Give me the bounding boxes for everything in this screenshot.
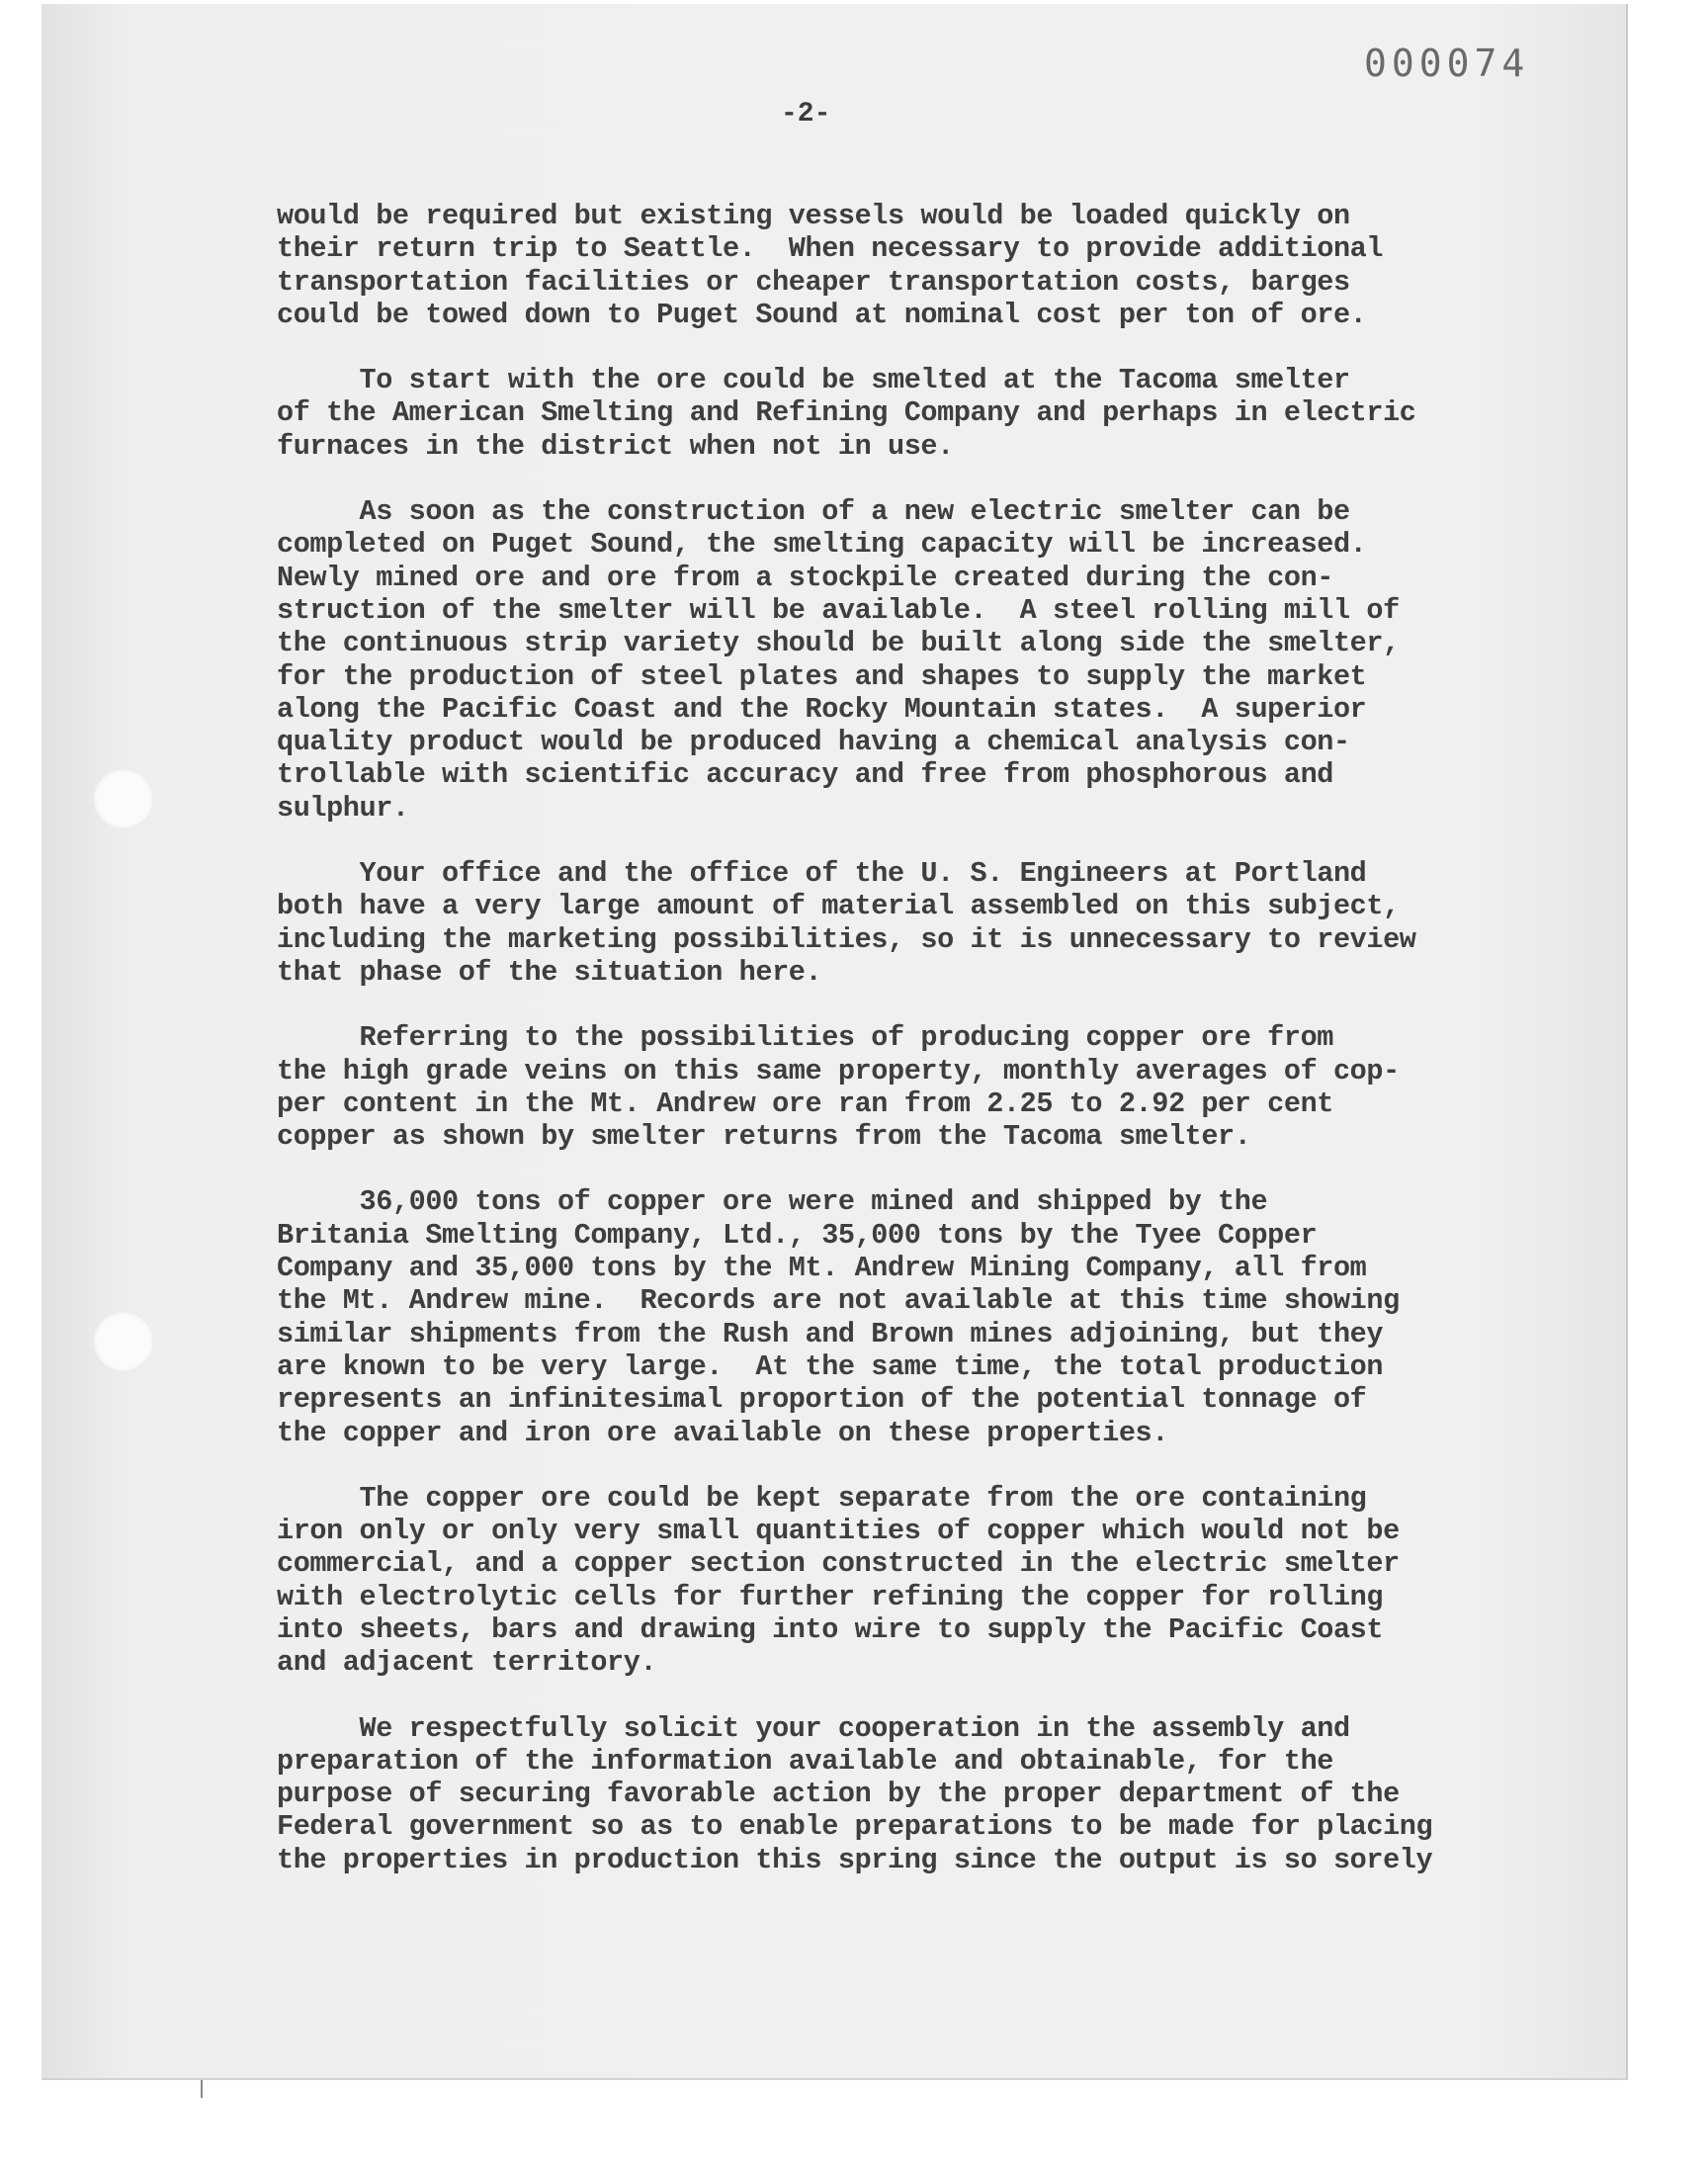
text-line: of the American Smelting and Refining Company and perhaps in electric <box>277 396 1416 430</box>
text-line: Newly mined ore and ore from a stockpile created during the con- <box>277 561 1333 594</box>
paragraph <box>277 200 1443 331</box>
text-line: with electrolytic cells for further refining the copper for rolling <box>277 1580 1384 1613</box>
text-line: per content in the Mt. Andrew ore ran from 2.25 to 2.92 per cent <box>277 1087 1333 1120</box>
text-line: both have a very large amount of material assembled on this subject, <box>277 890 1400 923</box>
text-line: are known to be very large. At the same time, the total production <box>277 1349 1384 1383</box>
text-line: preparation of the information available and obtainable, for the <box>277 1744 1333 1778</box>
text-line: similar shipments from the Rush and Brown mines adjoining, but they <box>277 1317 1384 1350</box>
paragraph <box>277 495 1443 825</box>
text-line: along the Pacific Coast and the Rocky Mountain states. A superior <box>277 692 1367 726</box>
text-line: the Mt. Andrew mine. Records are not available at this time showing <box>277 1284 1400 1318</box>
text-line: Company and 35,000 tons by the Mt. Andrew Mining Company, all from <box>277 1252 1367 1285</box>
text-line: As soon as the construction of a new electric smelter can be <box>277 495 1350 529</box>
scan-edge-mark <box>201 2080 203 2098</box>
text-line: Referring to the possibilities of producing copper ore from <box>277 1021 1333 1055</box>
text-line: struction of the smelter will be available. A steel rolling mill of <box>277 593 1400 627</box>
text-line: represents an infinitesimal proportion of the potential tonnage of <box>277 1383 1367 1417</box>
paragraph <box>277 1482 1443 1680</box>
punch-hole-upper <box>93 768 154 829</box>
text-line: We respectfully solicit your cooperation in the assembly and <box>277 1711 1350 1745</box>
text-line: the continuous strip variety should be built along side the smelter, <box>277 627 1400 660</box>
text-line: completed on Puget Sound, the smelting capacity will be increased. <box>277 528 1367 562</box>
text-line: the copper and iron ore available on these properties. <box>277 1416 1168 1449</box>
text-line: furnaces in the district when not in use. <box>277 429 954 463</box>
text-line: transportation facilities or cheaper transportation costs, barges <box>277 265 1350 299</box>
paragraph <box>277 364 1443 463</box>
text-line: To start with the ore could be smelted at the Tacoma smelter <box>277 364 1350 397</box>
text-line: iron only or only very small quantities of copper which would not be <box>277 1515 1400 1548</box>
text-line: into sheets, bars and drawing into wire to supply the Pacific Coast <box>277 1612 1384 1646</box>
document-stamp-number: 000074 <box>1364 42 1530 85</box>
text-line: that phase of the situation here. <box>277 955 822 989</box>
text-line: Britania Smelting Company, Ltd., 35,000 tons by the Tyee Copper <box>277 1218 1318 1252</box>
text-line: including the marketing possibilities, so it is unnecessary to review <box>277 922 1416 956</box>
text-line: their return trip to Seattle. When necessary to provide additional <box>277 232 1384 266</box>
punch-hole-lower <box>93 1311 154 1372</box>
text-line: and adjacent territory. <box>277 1646 657 1680</box>
text-line: commercial, and a copper section constructed in the electric smelter <box>277 1547 1400 1581</box>
paragraph <box>277 1712 1443 1876</box>
text-line: the high grade veins on this same property, monthly averages of cop- <box>277 1054 1400 1088</box>
text-line: could be towed down to Puget Sound at nominal cost per ton of ore. <box>277 298 1367 331</box>
letter-body <box>277 200 1443 1909</box>
text-line: copper as shown by smelter returns from the Tacoma smelter. <box>277 1120 1251 1154</box>
paragraph <box>277 1185 1443 1448</box>
text-line: would be required but existing vessels would be loaded quickly on <box>277 200 1350 232</box>
text-line: quality product would be produced having a chemical analysis con- <box>277 726 1350 759</box>
text-line: Federal government so as to enable preparations to be made for placing <box>277 1810 1433 1844</box>
text-line: the properties in production this spring since the output is so sorely <box>277 1843 1433 1876</box>
text-line: The copper ore could be kept separate from the ore containing <box>277 1481 1367 1515</box>
page-number: -2- <box>781 99 831 130</box>
paragraph <box>277 1021 1443 1153</box>
paragraph <box>277 857 1443 989</box>
text-line: sulphur. <box>277 791 409 825</box>
text-line: purpose of securing favorable action by the proper department of the <box>277 1778 1400 1811</box>
text-line: 36,000 tons of copper ore were mined and shipped by the <box>277 1185 1268 1219</box>
text-line: Your office and the office of the U. S. Engineers at Portland <box>277 857 1367 891</box>
text-line: trollable with scientific accuracy and free from phosphorous and <box>277 758 1333 792</box>
text-line: for the production of steel plates and shapes to supply the market <box>277 659 1367 693</box>
